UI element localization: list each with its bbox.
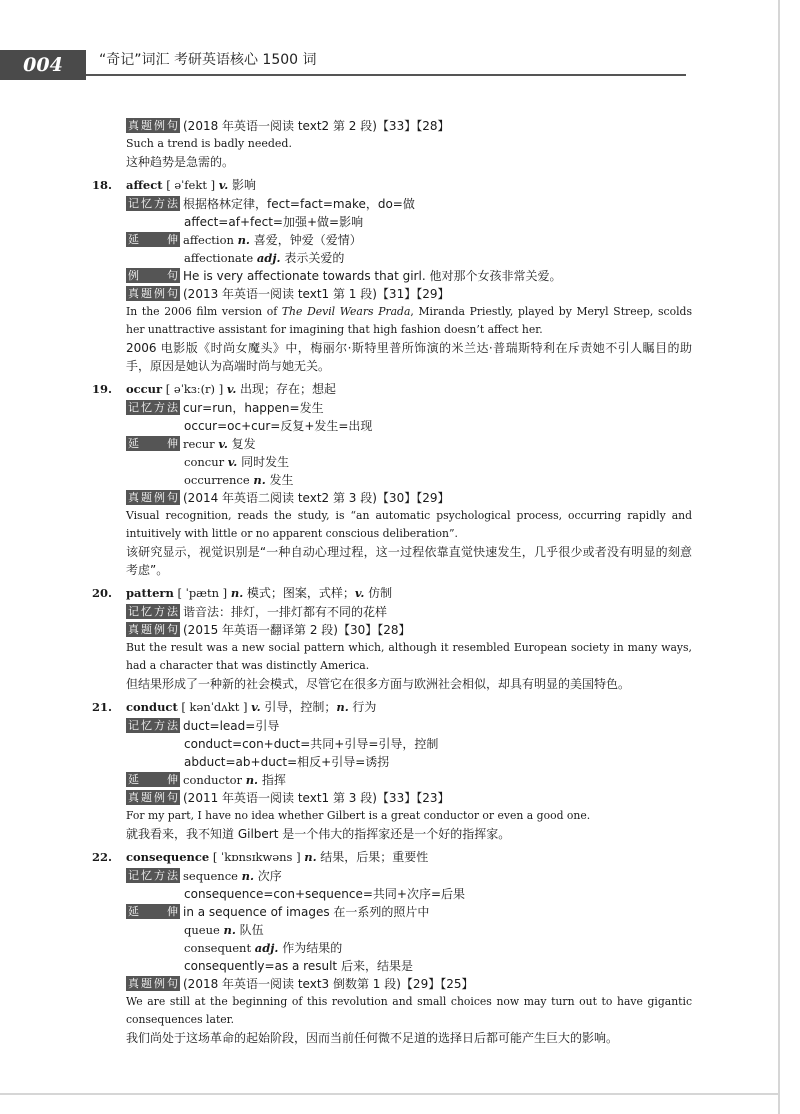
exam-source-line — [92, 621, 692, 639]
tag-extend: 延伸 — [128, 233, 178, 246]
exam-source-line — [92, 975, 692, 993]
tag-memory: 记忆方法 — [128, 401, 178, 414]
page-frame-right — [778, 0, 780, 1114]
tag-exam: 真题例句 — [128, 287, 178, 300]
memory-line — [92, 195, 692, 213]
derived-meaning: 发生 — [265, 473, 294, 487]
memory-text: occur=oc+cur=反复+发生=出现 — [184, 419, 373, 433]
exam-example-en: Visual recognition, reads the study, is “an automatic psychological process, occurring rapidly and intuitively with little or no apparent conscious deliberation”. — [126, 509, 692, 540]
extend-line — [92, 471, 692, 489]
text-part: In the 2006 film version of — [126, 305, 282, 318]
tag-memory: 记忆方法 — [128, 719, 178, 732]
exam-example-en: We are still at the beginning of this revolution and small choices now may turn out to have gigantic consequences later. — [126, 995, 692, 1026]
entry-number: 18. — [92, 178, 113, 192]
extend-line — [92, 435, 692, 453]
tag-exam: 真题例句 — [128, 623, 178, 636]
headword: occur — [126, 382, 163, 396]
headword: consequence — [126, 850, 210, 864]
entry-number: 20. — [92, 586, 113, 600]
memory-text: duct=lead=引导 — [183, 719, 280, 733]
memory-text: affect=af+fect=加强+做=影响 — [184, 215, 364, 229]
entry-number: 19. — [92, 382, 113, 396]
page-number: 004 — [23, 54, 63, 76]
memory-text: conduct=con+duct=共同+引导=引导，控制 — [184, 737, 439, 751]
definition: 结果，后果；重要性 — [320, 850, 429, 864]
tag-extend: 延伸 — [128, 905, 178, 918]
tag-example: 例句 — [128, 269, 178, 282]
exam-source-line — [92, 285, 692, 303]
entry-affect-headword — [92, 176, 692, 195]
source-ref: (2011 年英语一阅读 text1 第 3 段)【33】【23】 — [183, 791, 450, 805]
part-of-speech: n. — [253, 473, 266, 487]
derived-word: queue — [184, 923, 224, 937]
tag-exam: 真题例句 — [128, 977, 178, 990]
part-of-speech: n. — [241, 869, 254, 883]
extend-line — [92, 939, 692, 957]
part-of-speech: n. — [336, 700, 349, 714]
extend-line — [92, 921, 692, 939]
phonetic: [ ˈkɒnsɪkwəns ] — [212, 850, 301, 864]
exam-example-zh: 2006 电影版《时尚女魔头》中，梅丽尔·斯特里普所饰演的米兰达·普瑞斯特利在斥责她不引人瞩目的助手，原因是她认为高端时尚与她无关。 — [126, 341, 692, 373]
derived-meaning: 指挥 — [258, 773, 286, 787]
phonetic: [ ˈpætn ] — [177, 586, 228, 600]
definition: 影响 — [231, 178, 256, 192]
intro-source-line — [92, 117, 692, 135]
extend-line — [92, 249, 692, 267]
definition: 出现；存在；想起 — [240, 382, 337, 396]
extend-line — [92, 453, 692, 471]
source-ref: (2015 年英语一翻译第 2 段)【30】【28】 — [183, 623, 411, 637]
film-title: The Devil Wears Prada — [281, 305, 411, 318]
tag-exam: 真题例句 — [128, 119, 178, 132]
source-ref: (2018 年英语一阅读 text3 倒数第 1 段)【29】【25】 — [183, 977, 474, 991]
part-of-speech: v. — [251, 700, 261, 714]
source-ref: (2018 年英语一阅读 text2 第 2 段)【33】【28】 — [183, 119, 450, 133]
derived-word: occurrence — [184, 473, 254, 487]
part-of-speech: n. — [304, 850, 317, 864]
memory-line — [92, 399, 692, 417]
part-of-speech: n. — [223, 923, 236, 937]
derived-word: consequent — [184, 941, 255, 955]
part-of-speech: v. — [354, 586, 365, 600]
tag-extend: 延伸 — [128, 437, 178, 450]
running-title: “奇记”词汇 考研英语核心 1500 词 — [99, 52, 317, 68]
derived-meaning: 队伍 — [235, 923, 264, 937]
memory-line — [92, 867, 692, 885]
derived-meaning: 次序 — [253, 869, 282, 883]
text-part: , Miranda Priestly, played by Meryl Streep, scolds her unattractive assistant for imagining that high fashion doesn’t affect her. — [126, 305, 692, 336]
part-of-speech: v. — [218, 178, 229, 192]
memory-text: consequence=con+sequence=共同+次序=后果 — [184, 887, 466, 901]
tag-exam: 真题例句 — [128, 791, 178, 804]
entry-pattern-headword — [92, 584, 692, 603]
memory-text: 根据格林定律，fect=fact=make，do=做 — [183, 197, 415, 211]
extend-line — [92, 903, 692, 921]
example-text: He is very affectionate towards that girl. 他对那个女孩非常关爱。 — [183, 269, 562, 283]
header-rule — [86, 74, 686, 76]
derived-word: recur — [183, 437, 219, 451]
memory-text: abduct=ab+duct=相反+引导=诱拐 — [184, 755, 390, 769]
derived-meaning: 同时发生 — [237, 455, 290, 469]
exam-example-zh: 就我看来，我不知道 Gilbert 是一个伟大的指挥家还是一个好的指挥家。 — [126, 827, 511, 841]
extend-line — [92, 231, 692, 249]
derived-phrase: in a sequence of images 在一系列的照片中 — [183, 905, 430, 919]
part-of-speech: v. — [218, 437, 228, 451]
derived-meaning: 复发 — [227, 437, 256, 451]
phonetic: [ əˈkɜː(r) ] — [165, 382, 224, 396]
definition: 行为 — [352, 700, 377, 714]
exam-example-zh: 该研究显示，视觉识别是“一种自动心理过程，这一过程依靠直觉快速发生，几乎很少或者没有明显的刻意考虑”。 — [126, 545, 692, 577]
extend-line: consequently=as a result 后来，结果是 — [184, 959, 413, 973]
phonetic: [ əˈfekt ] — [166, 178, 216, 192]
entry-consequence-headword — [92, 848, 692, 867]
exam-source-line — [92, 789, 692, 807]
memory-text: 谐音法：排灯，一排灯都有不同的花样 — [183, 605, 388, 619]
example-line — [92, 267, 692, 285]
exam-example-en: For my part, I have no idea whether Gilbert is a great conductor or even a good one. — [126, 809, 591, 822]
entry-occur-headword — [92, 380, 692, 399]
part-of-speech: adj. — [256, 251, 281, 265]
definition: 引导，控制； — [264, 700, 337, 714]
headword: affect — [126, 178, 163, 192]
memory-text: cur=run，happen=发生 — [183, 401, 324, 415]
part-of-speech: n. — [230, 586, 244, 600]
exam-source-line — [92, 489, 692, 507]
source-ref: (2014 年英语二阅读 text2 第 3 段)【30】【29】 — [183, 491, 450, 505]
headword: pattern — [126, 586, 174, 600]
page-content — [92, 117, 692, 1047]
headword: conduct — [126, 700, 178, 714]
definition: 模式；图案，式样； — [246, 586, 355, 600]
exam-example-en: But the result was a new social pattern which, although it resembled European society in many ways, had a character that was distinctly America. — [126, 641, 692, 672]
intro-example-en: Such a trend is badly needed. — [126, 137, 292, 150]
derived-meaning: 作为结果的 — [278, 941, 343, 955]
source-ref: (2013 年英语一阅读 text1 第 1 段)【31】【29】 — [183, 287, 450, 301]
entry-conduct-headword — [92, 698, 692, 717]
part-of-speech: v. — [226, 382, 237, 396]
tag-exam: 真题例句 — [128, 491, 178, 504]
memory-line — [92, 717, 692, 735]
derived-word: concur — [184, 455, 228, 469]
exam-example-zh: 但结果形成了一种新的社会模式，尽管它在很多方面与欧洲社会相似，却具有明显的美国特色。 — [126, 677, 631, 691]
derived-word: conductor — [183, 773, 246, 787]
derived-word: sequence — [183, 869, 242, 883]
tag-memory: 记忆方法 — [128, 605, 178, 618]
extend-line — [92, 771, 692, 789]
derived-word: affectionate — [184, 251, 257, 265]
entry-number: 21. — [92, 700, 113, 714]
definition: 仿制 — [368, 586, 393, 600]
derived-meaning: 表示关爱的 — [280, 251, 345, 265]
exam-example-en — [92, 303, 692, 339]
intro-example-zh: 这种趋势是急需的。 — [126, 155, 235, 169]
exam-example-zh: 我们尚处于这场革命的起始阶段，因而当前任何微不足道的选择日后都可能产生巨大的影响。 — [126, 1031, 619, 1045]
memory-line — [92, 603, 692, 621]
tag-extend: 延伸 — [128, 773, 178, 786]
part-of-speech: n. — [237, 233, 250, 247]
tag-memory: 记忆方法 — [128, 197, 178, 210]
page-frame-bottom — [0, 1093, 780, 1095]
derived-word: affection — [183, 233, 238, 247]
part-of-speech: n. — [245, 773, 259, 787]
derived-meaning: 喜爱，钟爱（爱情） — [249, 233, 362, 247]
part-of-speech: adj. — [254, 941, 279, 955]
phonetic: [ kənˈdʌkt ] — [181, 700, 248, 714]
entry-number: 22. — [92, 850, 113, 864]
part-of-speech: v. — [227, 455, 238, 469]
tag-memory: 记忆方法 — [128, 869, 178, 882]
